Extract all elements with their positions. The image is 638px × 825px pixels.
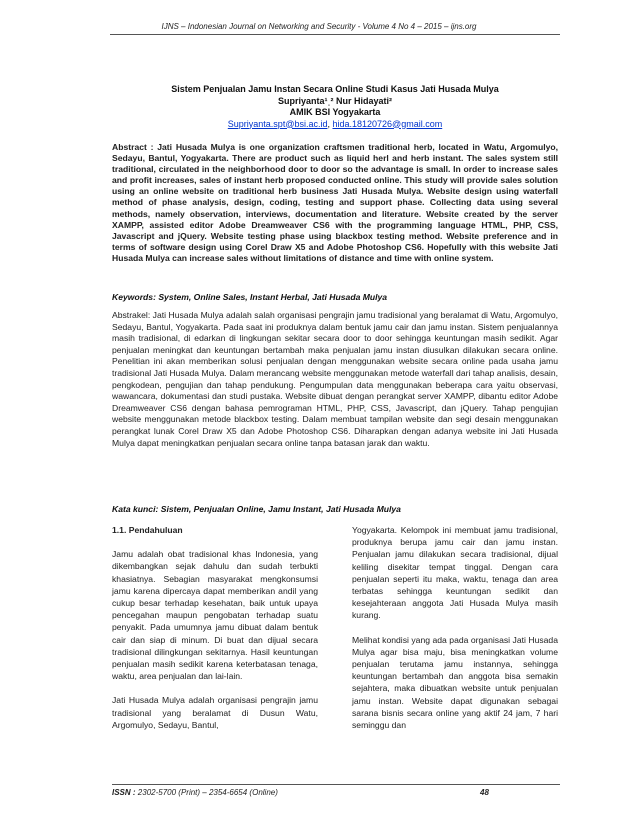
body-paragraph: Yogyakarta. Kelompok ini membuat jamu tradisional, produknya berupa jamu cair dan jamu instan. Penjualan jamu dilakukan secara tradisional, dijual keliling disekitar tempat tinggal. Dengan cara penjualan seperti itu maka, waktu, tenaga dan area terbatas sehingga keuntungan sedikit dan kesejahteraan anggota Jati Husada Mulya masih kurang. xyxy=(352,525,558,621)
issn-label: ISSN : xyxy=(112,788,136,797)
email-separator: , xyxy=(327,118,330,129)
body-column-right xyxy=(352,524,558,743)
body-column-left xyxy=(112,524,318,743)
email-link-1[interactable]: Supriyanta.spt@bsi.ac.id xyxy=(227,118,328,129)
author-affiliation: AMIK BSI Yogyakarta xyxy=(289,107,381,117)
body-paragraph: Melihat kondisi yang ada pada organisasi Jati Husada Mulya agar bisa maju, bisa meningkatkan volume penjualan terutama jamu instannya, sehingga keuntungan bertambah dan anggota bisa semakin sejahtera, maka dibuatkan website untuk penjualan jamu instan. Website dapat digunakan sebagai sarana bisnis secara online yang aktif 24 jam, 7 hari seminggu dan xyxy=(352,634,558,731)
footer-issn xyxy=(112,788,278,797)
footer-rule xyxy=(112,784,560,785)
section-heading: 1.1. Pendahuluan xyxy=(112,525,183,535)
issn-value: 2302-5700 (Print) – 2354-6654 (Online) xyxy=(137,788,278,797)
author-emails xyxy=(112,119,558,131)
header-rule xyxy=(110,34,560,35)
paper-title: Sistem Penjualan Jamu Instan Secara Online Studi Kasus Jati Husada Mulya xyxy=(171,84,499,94)
page-number: 48 xyxy=(480,788,489,797)
keywords-indonesian: Kata kunci: Sistem, Penjualan Online, Jamu Instant, Jati Husada Mulya xyxy=(112,504,401,514)
body-paragraph: Jamu adalah obat tradisional khas Indonesia, yang dikembangkan sejak dahulu dan sudah terbukti khasiatnya. Sebagian masyarakat mengkonsumsi jamu karena dipercaya dapat memberikan andil yang cukup besar terhadap kesehatan, baik untuk upaya pencegahan maupun pengobatan terhadap suatu penyakit. Pada umumnya jamu dibuat dalam bentuk cair dan siap di minum. Di buat dan dijual secara tradisional dilingkungan sekitarnya. Hasil keuntungan penjualan masih sedikit karena keterbatasan tenaga, waktu, area penjualan dan lai-lain. xyxy=(112,549,318,682)
abstract-indonesian: Abstrakel: Jati Husada Mulya adalah salah organisasi pengrajin jamu tradisional yang beralamat di Watu, Argomulyo, Sedayu, Bantul, Yogyakarta. Pada saat ini produknya dalam bentuk jamu cair dan jamu instan. Sistem penjualannya masih tradisional, di edarkan di lingkungan sekitar secara door to door sehingga keuntungan masih sedikit. Agar penjualan meningkat dan keuntungan bertambah maka penjualan jamu instan diusulkan dilakukan secara online. Penelitian ini akan memberikan solusi penjualan dengan menggunakan website secara online pada usaha jamu tradisional Jati Husada Mulya. Dalam merancang website menggunakan metode waterfall dari tahap analisis, desain, pengkodean, pengujian dan tahap pendukung. Pengumpulan data menggunakan beberapa cara yaitu observasi, wawancara, dokumentasi dan studi pustaka. Website dibuat dengan perangkat server XAMPP, dibantu editor Adobe Dreamweaver CS6 dengan bahasa pemrograman HTML, PHP, CSS, Javascript, dan jQuery. Tahap pengujian website menggunakan metode blackbox testing. Dalam membuat tampilan website dan segi desain menggunakan perangkat lunak Corel Draw X5 dan Adobe Photoshop CS6. Diharapkan dengan adanya website ini Jati Husada Mulya dapat meningkatkan penjualan secara online tanpa batasan jarak dan waktu. xyxy=(112,310,558,448)
keywords-english: Keywords: System, Online Sales, Instant Herbal, Jati Husada Mulya xyxy=(112,292,388,302)
running-header: IJNS – Indonesian Journal on Networking and Security - Volume 4 No 4 – 2015 – ijns.org xyxy=(161,22,477,31)
abstract-english: Abstract : Jati Husada Mulya is one organization craftsmen traditional herb, located in Watu, Argomulyo, Sedayu, Bantul, Yogyakarta. There are product such as liquid herl and herb instant. The sales system still traditional, circulated in the neighborhood door to door so the advantage is small. In order to increase sales and profit increases, sales of instant herb proposed conducted online. This study will provide sales solution using an online website on traditional herb business Jati Husada Mulya. Website design using waterfall method of phase analysis, design, coding, testing and support phase. Collecting data using several methods, namely observation, interviews, documentation and literature. Website created by the server XAMPP, assisted editor Adobe Dreamweaver CS6 with the programming language HTML, PHP, CSS, Javascript and jQuery. Website testing phase using blackbox testing method. Website preference and in terms of software design using Corel Draw X5 and Adobe Photoshop CS6. Hopefully with this website Jati Husada Mulya can increase sales without limitations of distance and time with online system. xyxy=(112,142,558,263)
body-paragraph: Jati Husada Mulya adalah organisasi pengrajin jamu tradisional yang beralamat di Dusun Watu, Argomulyo, Sedayu, Bantul, xyxy=(112,695,318,730)
title-block xyxy=(112,84,558,130)
paper-authors: Supriyanta¹ˌ² Nur Hidayati² xyxy=(277,95,392,106)
email-link-2[interactable]: hida.18120726@gmail.com xyxy=(332,118,443,129)
